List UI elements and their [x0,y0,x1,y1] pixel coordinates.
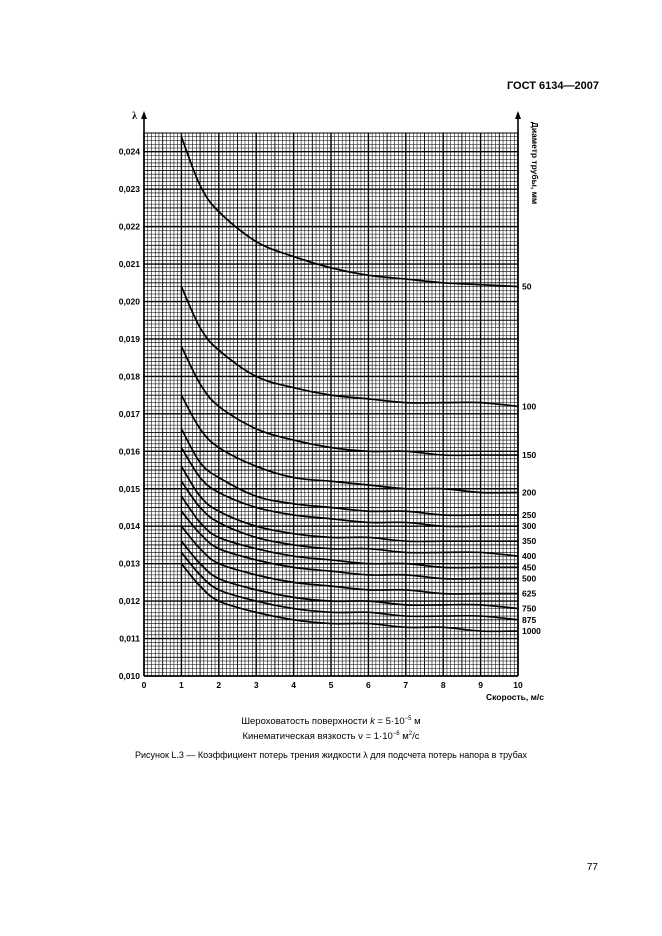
series-label-150: 150 [522,450,537,461]
x-tick-label: 4 [291,680,296,690]
document-header: ГОСТ 6134—2007 [506,80,599,92]
series-label-500: 500 [522,573,537,584]
series-label-875: 875 [522,614,537,625]
series-label-400: 400 [522,551,537,562]
page-number: 77 [586,862,598,873]
y-tick-label: 0,012 [118,596,140,607]
y-tick-label: 0,013 [118,558,140,569]
x-tick-label: 6 [366,680,371,690]
y-tick-label: 0,020 [118,296,140,307]
x-tick-label: 0 [141,680,147,690]
x-axis-title: Скорость, м/с [486,692,544,702]
series-label-200: 200 [522,487,537,498]
right-axis-arrow [515,111,521,119]
series-label-300: 300 [522,521,537,532]
viscosity-note: Кинематическая вязкость $\nu = 1\cdot 10^{-6}$ $м^2/с$ [242,731,420,743]
x-tick-label: 5 [328,680,334,690]
y-tick-label: 0,023 [118,184,140,195]
series-label-450: 450 [522,562,537,573]
series-label-100: 100 [522,401,537,412]
y-tick-label: 0,022 [118,221,140,232]
figure-caption: Рисунок L.3 — Коэффициент потерь трения жидкости λ для подсчета потерь напора в трубах [134,750,528,760]
series-label-625: 625 [522,588,537,599]
y-tick-label: 0,016 [118,446,140,457]
series-label-50: 50 [522,281,532,292]
x-tick-label: 2 [216,680,222,690]
series-label-350: 350 [522,536,537,547]
y-tick-label: 0,010 [118,671,140,681]
y-axis-title: λ [132,111,137,122]
y-tick-label: 0,018 [118,371,140,382]
x-tick-label: 9 [478,680,483,690]
right-axis-title: Диаметр трубы, мм [530,121,540,205]
y-tick-label: 0,024 [118,146,140,157]
x-tick-label: 8 [440,680,446,690]
y-tick-label: 0,017 [118,408,140,419]
y-tick-label: 0,021 [118,259,140,270]
series-label-1000: 1000 [522,626,541,637]
y-tick-label: 0,014 [118,521,140,532]
y-axis-arrow [141,111,147,119]
y-tick-label: 0,011 [119,633,140,644]
y-tick-label: 0,019 [118,333,140,344]
x-tick-label: 7 [403,680,409,690]
roughness-note: Шероховатость поверхности $k = 5\cdot 10^{-5}$ м [241,716,421,728]
y-tick-label: 0,015 [118,483,140,494]
x-tick-label: 10 [513,680,523,690]
series-label-750: 750 [522,603,537,614]
series-label-250: 250 [522,509,537,520]
x-tick-label: 1 [179,680,184,690]
x-tick-label: 3 [253,680,259,690]
